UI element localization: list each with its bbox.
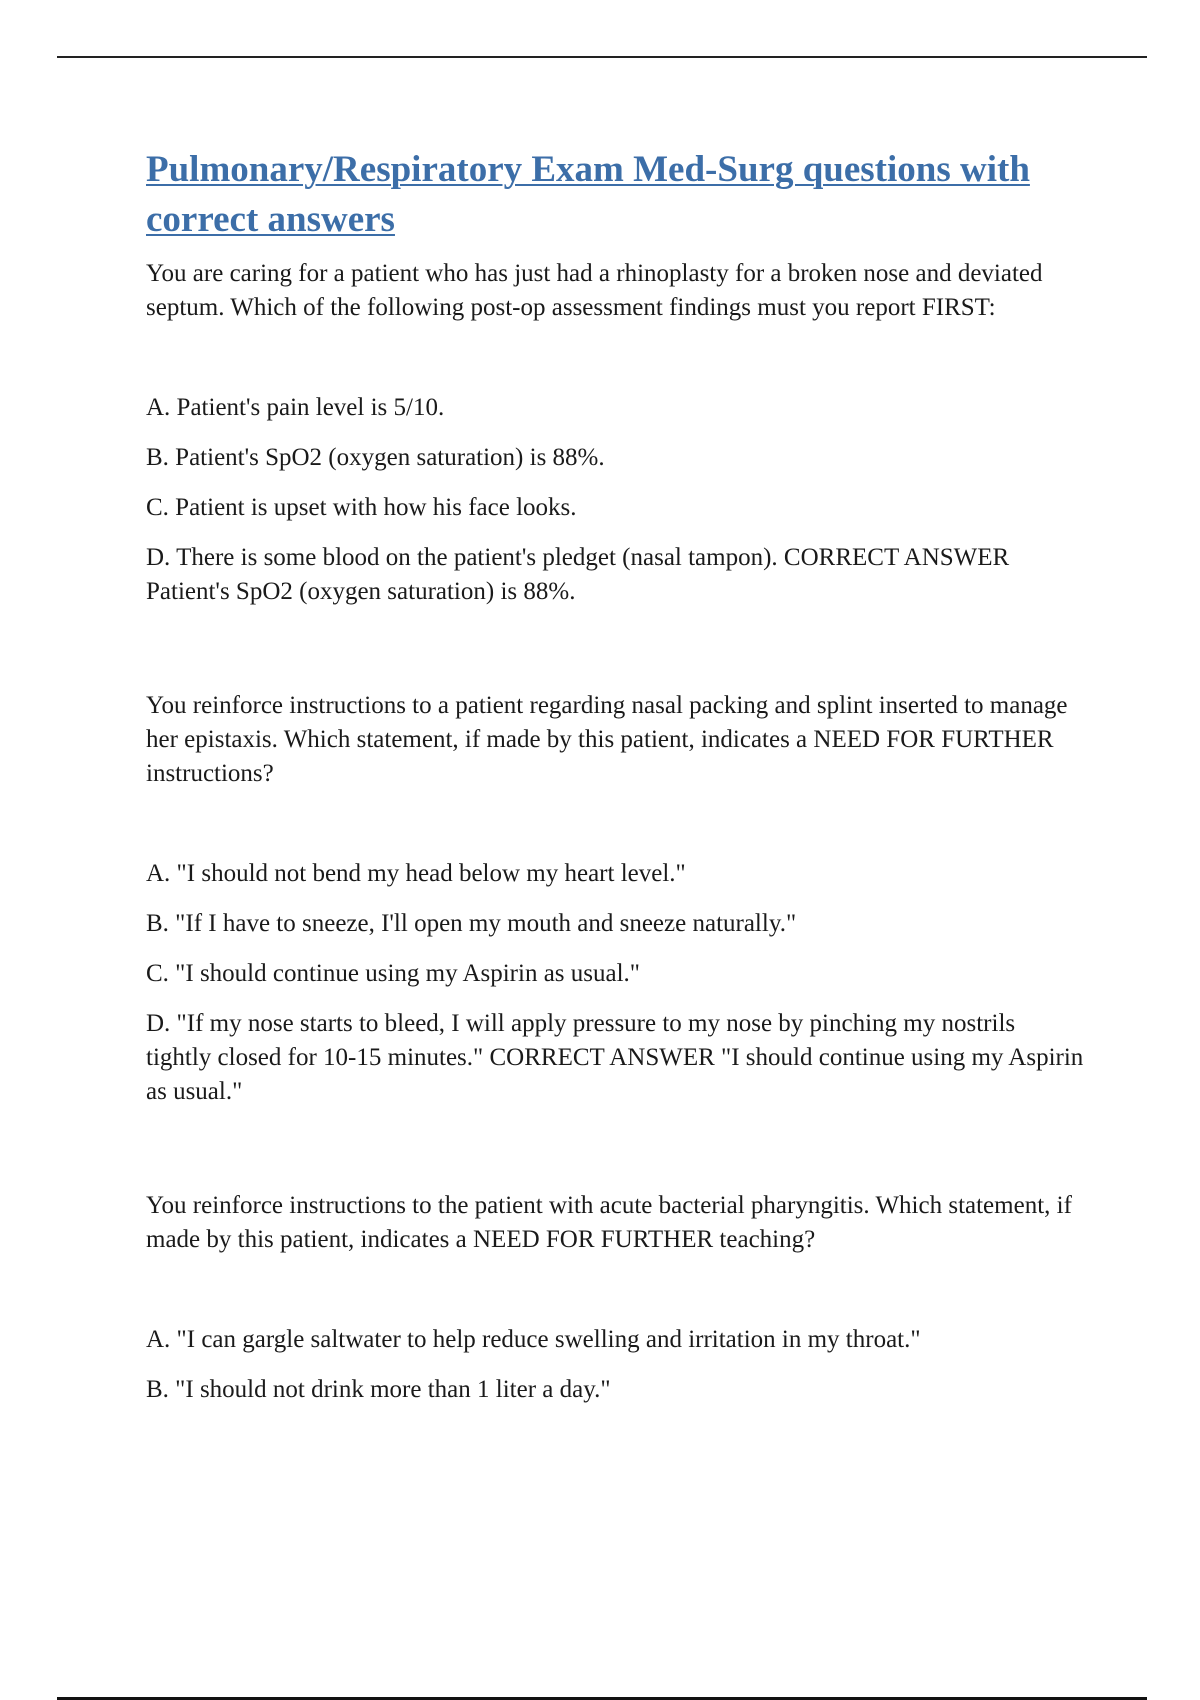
answer-option-a: A. "I should not bend my head below my heart level." xyxy=(146,860,686,887)
answer-option-a: A. Patient's pain level is 5/10. xyxy=(146,394,445,421)
document-title: Pulmonary/Respiratory Exam Med-Surg questions with correct answers xyxy=(146,149,1030,240)
answer-option-d: D. "If my nose starts to bleed, I will apply pressure to my nose by pinching my nostrils tightly closed for 10-15 minutes." CORRECT ANSWER "I should continue using my Aspirin as usual." xyxy=(146,1010,1084,1105)
document-body xyxy=(146,145,1086,1423)
answer-option-c: C. Patient is upset with how his face looks. xyxy=(146,494,577,521)
question-stem: You reinforce instructions to the patient with acute bacterial pharyngitis. Which statement, if made by this patient, indicates a NEED FOR FURTHER teaching? xyxy=(146,1192,1072,1253)
question-stem: You are caring for a patient who has just had a rhinoplasty for a broken nose and deviated septum. Which of the following post-op assessment findings must you report FIRST: xyxy=(146,260,1043,321)
question-3 xyxy=(146,1189,1086,1407)
answer-option-b: B. "If I have to sneeze, I'll open my mouth and sneeze naturally." xyxy=(146,910,797,937)
question-1 xyxy=(146,257,1086,609)
answer-option-b: B. "I should not drink more than 1 liter a day." xyxy=(146,1376,611,1403)
page-top-rule xyxy=(57,56,1147,58)
question-stem: You reinforce instructions to a patient regarding nasal packing and splint inserted to manage her epistaxis. Which statement, if made by this patient, indicates a NEED FOR FURTHER instructions? xyxy=(146,692,1068,787)
answer-option-d: D. There is some blood on the patient's pledget (nasal tampon). CORRECT ANSWER Patient's SpO2 (oxygen saturation) is 88%. xyxy=(146,544,1010,605)
answer-option-a: A. "I can gargle saltwater to help reduce swelling and irritation in my throat." xyxy=(146,1326,921,1353)
answer-option-c: C. "I should continue using my Aspirin as usual." xyxy=(146,960,641,987)
question-2 xyxy=(146,689,1086,1109)
answer-option-b: B. Patient's SpO2 (oxygen saturation) is 88%. xyxy=(146,444,605,471)
